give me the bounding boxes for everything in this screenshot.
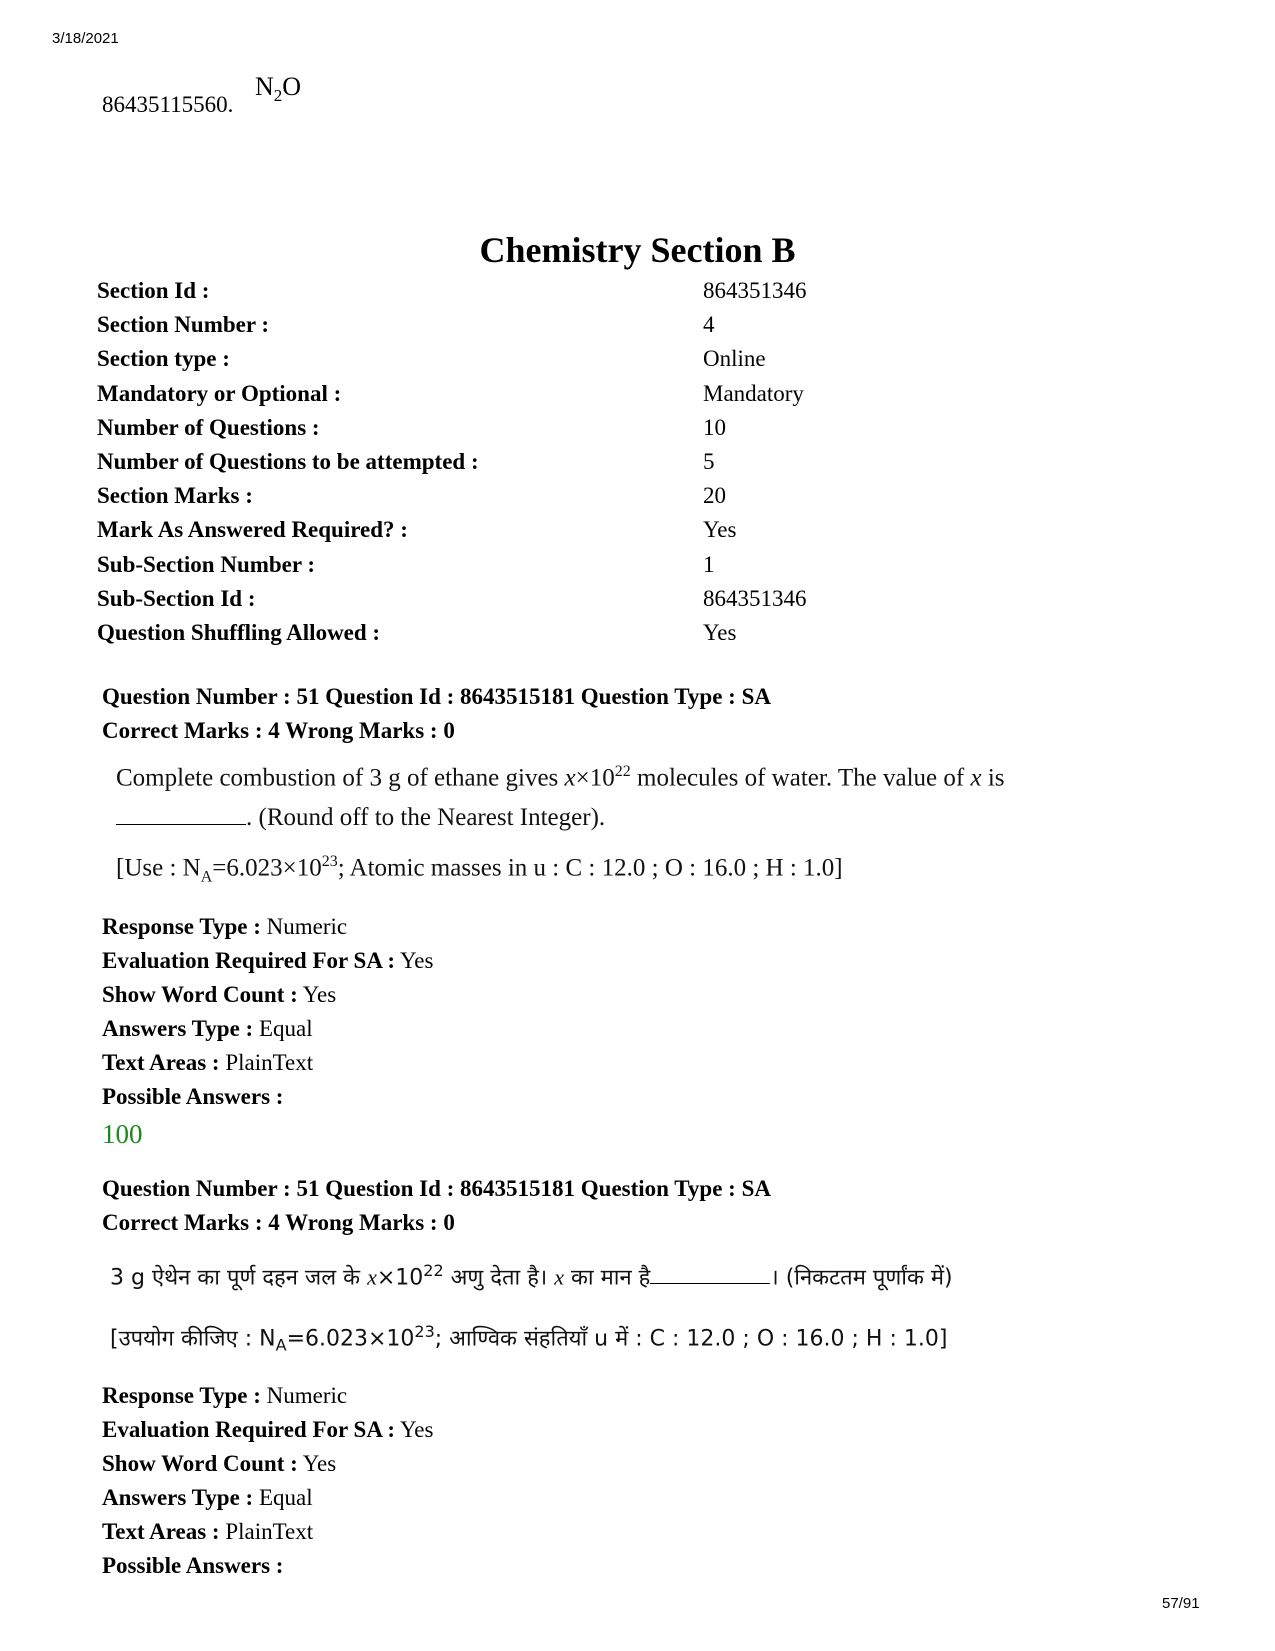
meta-possible-answers: Possible Answers : (102, 1083, 284, 1109)
section-title: Chemistry Section B (479, 230, 796, 270)
section-info-row: Section Marks : 20 (97, 483, 726, 509)
meta-evaluation-required: Evaluation Required For SA : Yes (102, 1417, 434, 1443)
section-info-row: Number of Questions to be attempted : 5 (97, 448, 715, 474)
question-block-english (102, 680, 1222, 1154)
previous-option-id: 86435115560. (102, 92, 234, 117)
section-info-row: Mandatory or Optional : Mandatory (97, 380, 804, 406)
section-info-row: Section type : Online (97, 346, 766, 372)
question-block-hindi (102, 1172, 1222, 1583)
section-info-table (97, 277, 1097, 653)
answer-blank (116, 804, 246, 825)
question-text: 3 g ऐथेन का पूर्ण दहन जल के $x\times 10^{22}$ अणु देता है। x का मान है । (निकटतम पूर्णांक में) [उपयोग कीजिए : $N_A=6.023\times 10^{23}$; आण्विक संहतियाँ u में : C : 12.0 ; O : 16.0 ; H : 1.0] (110, 1261, 953, 1356)
meta-evaluation-required: Evaluation Required For SA : Yes (102, 947, 434, 973)
question-marks: Correct Marks : 4 Wrong Marks : 0 (102, 718, 455, 743)
meta-response-type: Response Type : Numeric (102, 1383, 348, 1409)
question-heading: Question Number : 51 Question Id : 8643515181 Question Type : SA (102, 1176, 771, 1201)
meta-show-word-count: Show Word Count : Yes (102, 1451, 337, 1477)
question-marks: Correct Marks : 4 Wrong Marks : 0 (102, 1210, 455, 1235)
question-text: Complete combustion of 3 g of ethane gives $x\times 10^{22}$ molecules of water. The value of x is . (Round off to the Nearest Integer). [Use : $N_A=6.023\times 10^{23}$; Atomic masses in u : C : 12.0 ; O : 16.0 ; H : 1.0] (116, 763, 1005, 886)
meta-answers-type: Answers Type : Equal (102, 1485, 313, 1511)
meta-text-areas: Text Areas : PlainText (102, 1519, 314, 1545)
meta-text-areas: Text Areas : PlainText (102, 1049, 314, 1075)
print-date: 3/18/2021 (52, 30, 119, 47)
meta-answers-type: Answers Type : Equal (102, 1015, 313, 1041)
section-info-row: Number of Questions : 10 (97, 414, 726, 440)
meta-possible-answers: Possible Answers : (102, 1553, 284, 1579)
section-info-row: Section Id : 864351346 (97, 278, 807, 303)
section-info-row: Question Shuffling Allowed : Yes (97, 619, 737, 645)
possible-answer-value: 100 (102, 1118, 143, 1149)
section-info-row: Sub-Section Number : 1 (97, 551, 715, 577)
meta-response-type: Response Type : Numeric (102, 913, 348, 939)
section-info-row: Section Number : 4 (97, 312, 715, 338)
meta-show-word-count: Show Word Count : Yes (102, 981, 337, 1007)
page-number: 57/91 (1162, 1595, 1200, 1612)
answer-blank (650, 1263, 770, 1284)
question-heading: Question Number : 51 Question Id : 8643515181 Question Type : SA (102, 684, 771, 709)
section-info-row: Mark As Answered Required? : Yes (97, 517, 737, 543)
previous-option-formula: $N_2O$ (255, 72, 302, 106)
section-info-row: Sub-Section Id : 864351346 (97, 585, 807, 611)
